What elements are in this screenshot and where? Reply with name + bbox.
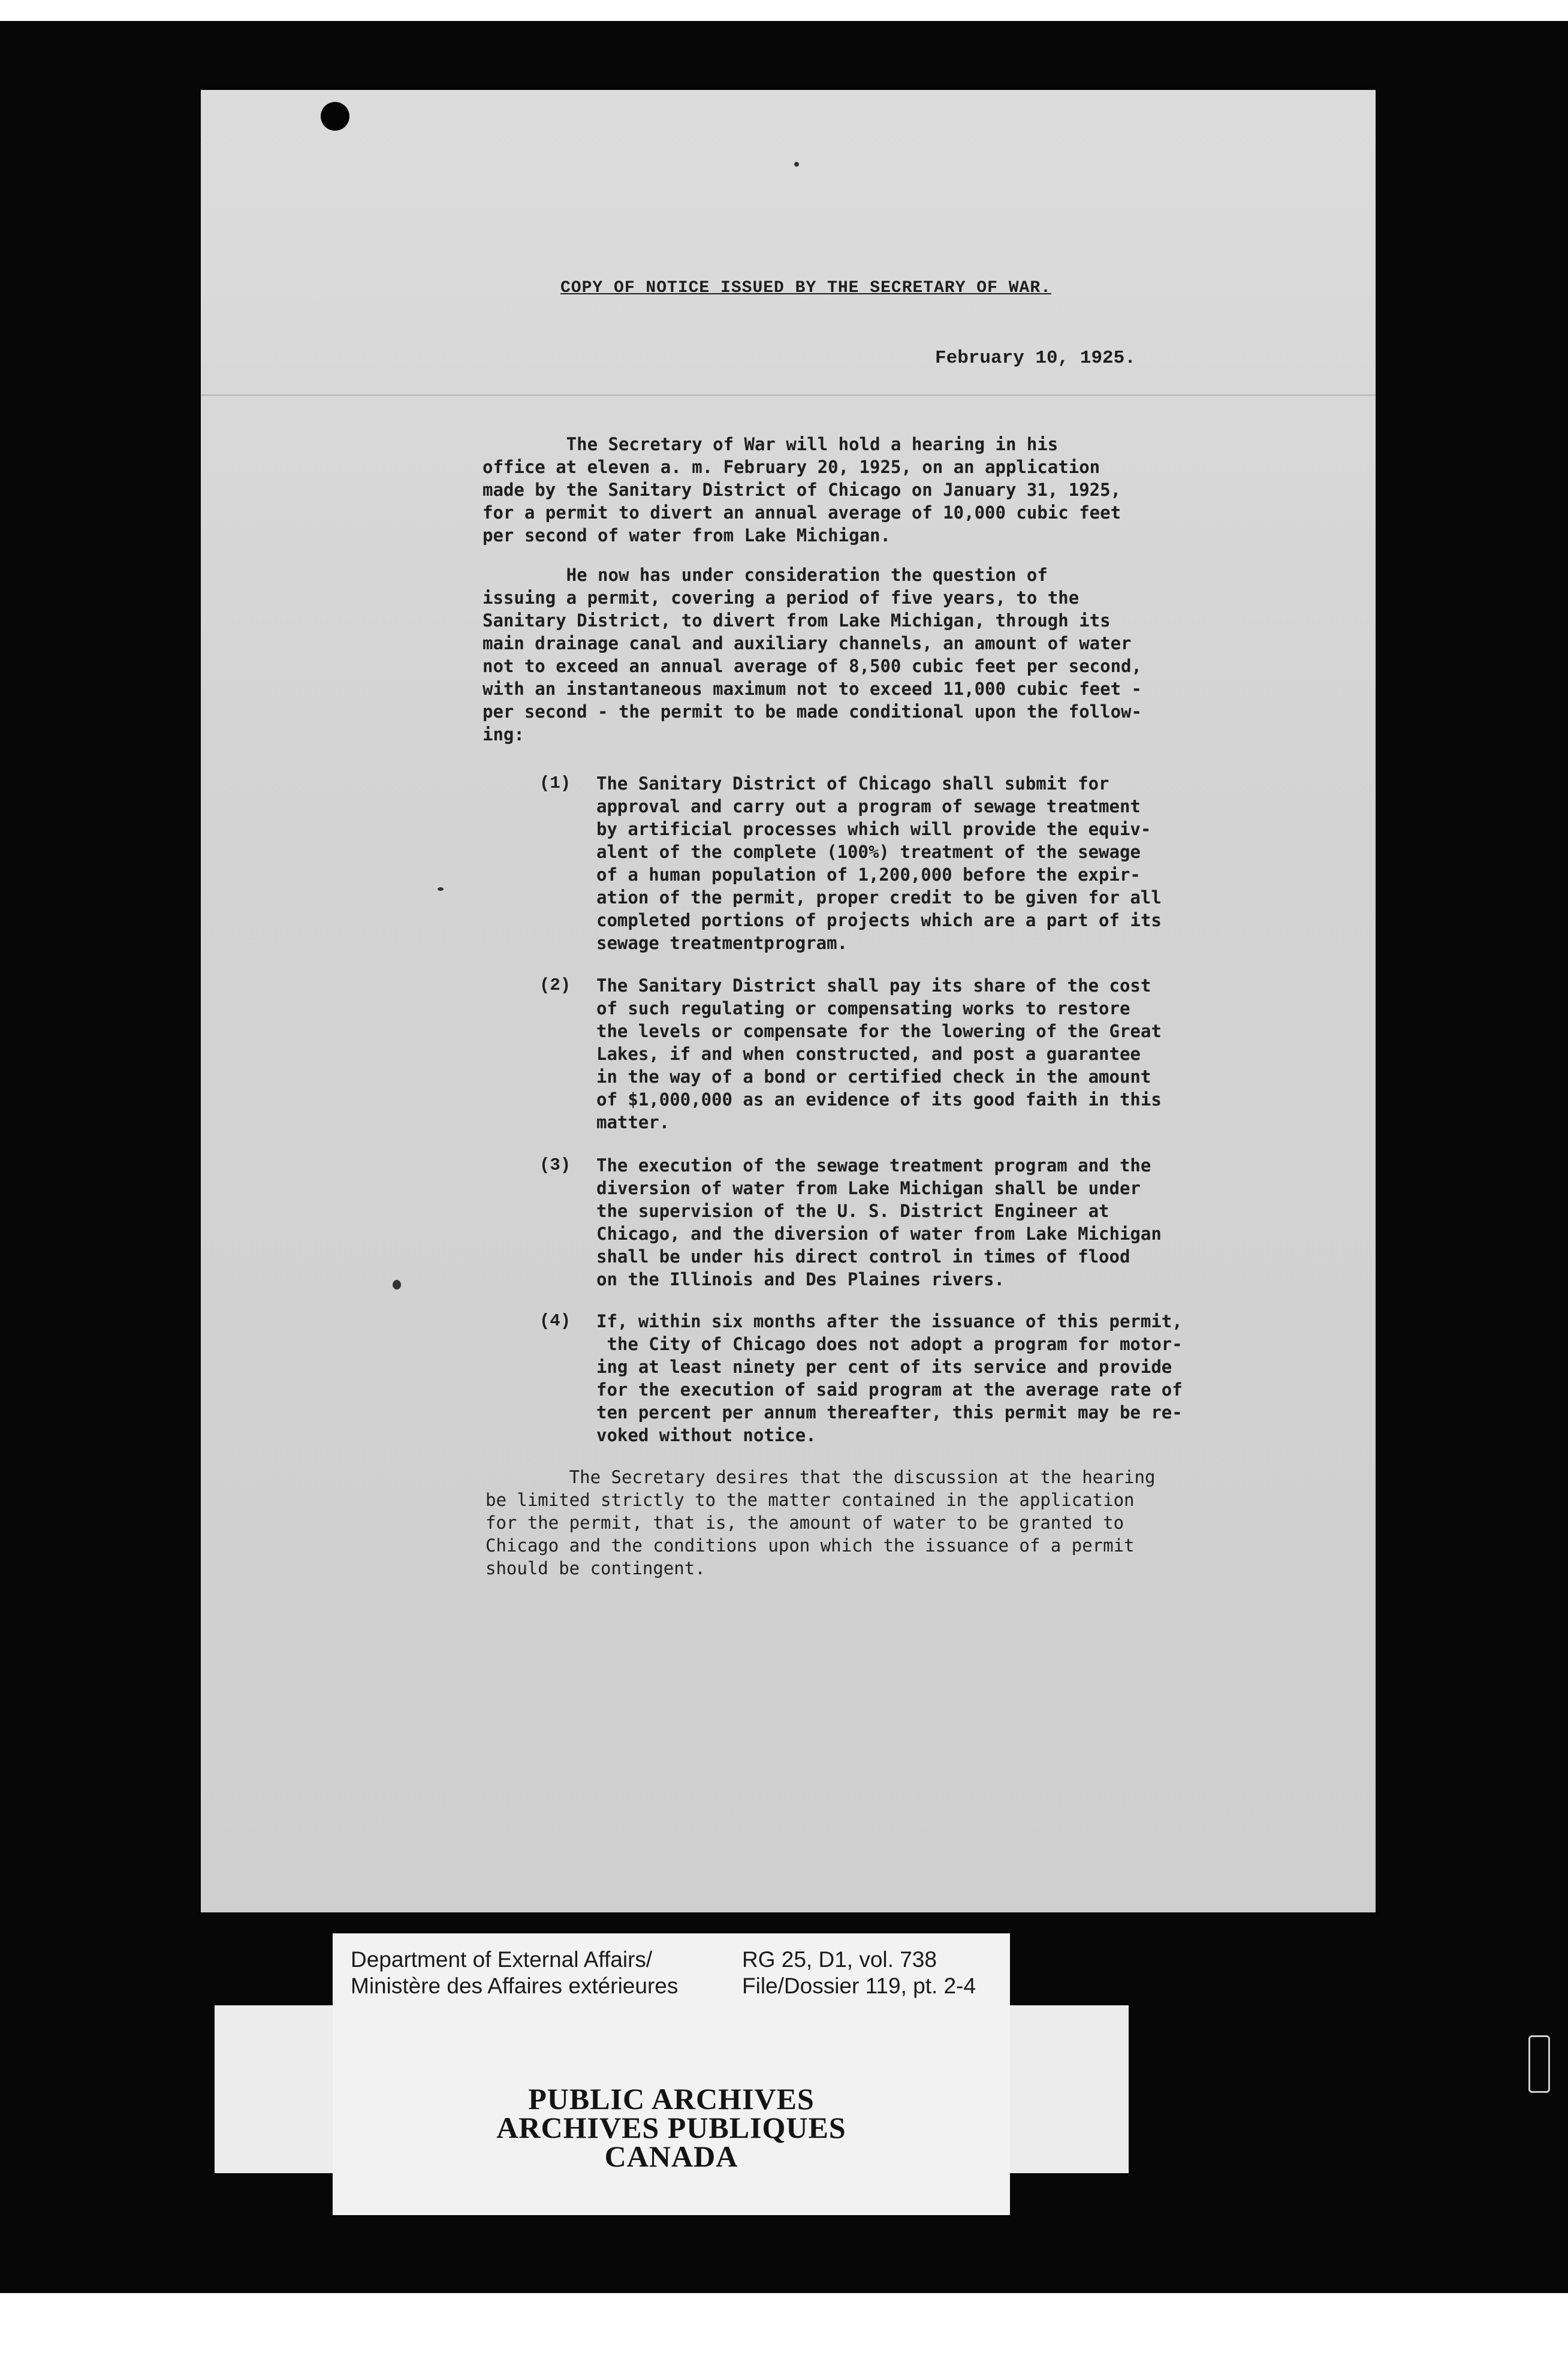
condition-number: (1): [539, 773, 571, 793]
film-frame-marker: [1528, 2035, 1550, 2093]
document-date: February 10, 1925.: [935, 348, 1136, 369]
department-label-fr: Ministère des Affaires extérieures: [351, 1974, 679, 1998]
speck: [393, 1280, 401, 1290]
speck: [438, 887, 444, 891]
document-page: [201, 90, 1376, 1912]
stamp-canada: CANADA: [604, 2140, 738, 2173]
document-heading: COPY OF NOTICE ISSUED BY THE SECRETARY OF WAR.: [560, 279, 1051, 297]
paragraph-hearing-notice: The Secretary of War will hold a hearing in his office at eleven a. m. February 20, 1925, on an application made by the Sanitary District of Chicago on January 31, 1925, for a permit to divert an annual average of 10,000 cubic feet per second of water from Lake Michigan.: [483, 434, 1121, 546]
condition-text: If, within six months after the issuance of this permit, the City of Chicago does not adopt a program for motor- ing at least ninety per cent of its service and provide for the execution of said program at the average rate of ten percent per annum thereafter, this permit may be re- voked without notice.: [596, 1311, 1183, 1445]
speck: [794, 162, 799, 167]
punch-hole: [321, 102, 349, 131]
condition-text: The Sanitary District shall pay its share of the cost of such regulating or compensating works to restore the levels or compensate for the lowering of the Great Lakes, if and when constructed, and post a guarantee in the way of a bond or certified check in the amount of $1,000,000 as an evidence of its good faith in this matter.: [596, 975, 1162, 1132]
department-label-en: Department of External Affairs/: [351, 1947, 653, 1972]
condition-number: (4): [539, 1311, 571, 1331]
file-reference: File/Dossier 119, pt. 2-4: [742, 1974, 976, 1998]
fold-line: [201, 394, 1376, 396]
condition-number: (2): [539, 975, 571, 995]
paragraph-hearing-scope: The Secretary desires that the discussion at the hearing be limited strictly to the matter contained in the application for the permit, that is, the amount of water to be granted to Chicago and the conditions upon which the issuance of a permit should be contingent.: [486, 1467, 1156, 1578]
paragraph-permit-consideration: He now has under consideration the question of issuing a permit, covering a period of five years, to the Sanitary District, to divert from Lake Michigan, through its main drainage canal and auxiliary channels, an amount of water not to exceed an annual average of 8,500 cubic feet per second, with an instantaneous maximum not to exceed 11,000 cubic feet - per second - the permit to be made conditional upon the follow- ing:: [483, 565, 1142, 745]
stamp-archives-publiques: ARCHIVES PUBLIQUES: [496, 2111, 846, 2144]
condition-text: The execution of the sewage treatment program and the diversion of water from Lake Michigan shall be under the supervision of the U. S. District Engineer at Chicago, and the diversion of water from Lake Michigan shall be under his direct control in times of flood on the Illinois and Des Plaines rivers.: [596, 1155, 1162, 1290]
condition-number: (3): [539, 1155, 571, 1175]
condition-text: The Sanitary District of Chicago shall submit for approval and carry out a program of sewage treatment by artificial processes which will provide the equiv- alent of the complete (100%) treatment of the sewage of a human population of 1,200,000 before the expir- ation of the permit, proper credit to be given for all completed portions of projects which are a part of its sewage treatmentprogram.: [596, 773, 1162, 953]
record-group-reference: RG 25, D1, vol. 738: [742, 1947, 937, 1972]
stamp-public-archives: PUBLIC ARCHIVES: [528, 2082, 815, 2116]
